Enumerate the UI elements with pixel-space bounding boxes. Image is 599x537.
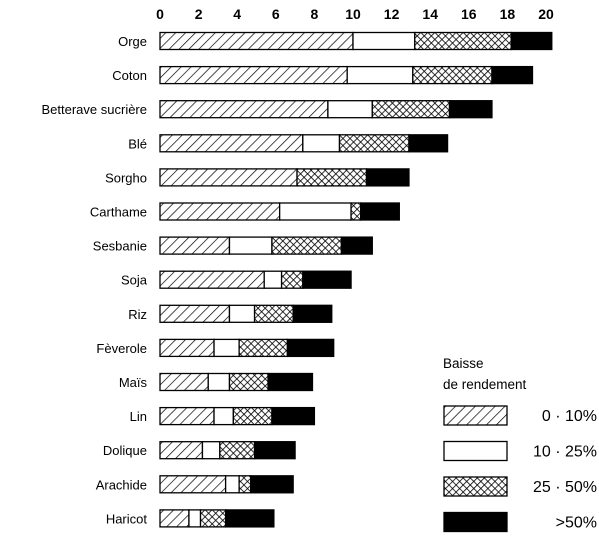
bar-segment <box>361 203 400 220</box>
legend-label: 25 · 50% <box>532 479 597 496</box>
bar-segment <box>160 339 214 356</box>
bar-segment <box>280 203 351 220</box>
bar-segment <box>160 408 214 425</box>
legend-swatch <box>444 513 507 532</box>
bar-segment <box>255 442 296 459</box>
bar-segment <box>413 67 492 84</box>
bar-segment <box>339 135 408 152</box>
category-label: Betterave sucrière <box>41 102 147 118</box>
bar-segment <box>160 374 208 391</box>
category-label: Carthame <box>89 204 147 220</box>
bar-segment <box>220 442 255 459</box>
bar-segment <box>255 305 294 322</box>
bar-segment <box>511 33 552 50</box>
category-label: Riz <box>128 306 147 322</box>
bar-segment <box>367 169 409 186</box>
x-tick-label: 10 <box>345 6 361 22</box>
bar-segment <box>160 305 229 322</box>
bar-segment <box>450 101 492 118</box>
bar-segment <box>351 203 361 220</box>
x-tick-label: 6 <box>271 6 280 22</box>
bar-segment <box>353 33 415 50</box>
bar-segment <box>160 442 202 459</box>
bar-segment <box>214 339 239 356</box>
category-label: Orge <box>118 34 147 49</box>
bar-segment <box>268 374 312 391</box>
bar-segment <box>233 408 272 425</box>
category-labels <box>42 34 148 526</box>
bar-segment <box>347 67 413 84</box>
legend-swatch <box>444 442 507 461</box>
bar-segment <box>202 442 219 459</box>
bar-segment <box>160 510 189 527</box>
x-tick-label: 12 <box>383 6 400 22</box>
category-label: Coton <box>112 68 147 84</box>
legend-label: >50% <box>555 514 597 532</box>
bar-segment <box>160 476 226 493</box>
bar-segment <box>272 237 341 254</box>
bar-segment <box>160 101 328 118</box>
x-tick-label: 4 <box>233 6 242 22</box>
bar-segment <box>297 169 366 186</box>
bar-segment <box>160 169 297 186</box>
bar-segment <box>189 510 201 527</box>
bar-segment <box>492 67 533 84</box>
legend-label: 0 · 10% <box>541 408 597 425</box>
x-tick-label: 0 <box>156 6 164 22</box>
x-tick-label: 20 <box>538 6 554 22</box>
bar-segment <box>226 510 274 527</box>
bar-segment <box>251 476 293 493</box>
bar-segment <box>160 203 280 220</box>
x-tick-label: 14 <box>422 6 438 22</box>
category-label: Maïs <box>118 375 147 390</box>
bar-segment <box>226 476 240 493</box>
legend <box>443 356 597 532</box>
x-tick-label: 16 <box>461 6 477 22</box>
bar-segment <box>264 271 281 288</box>
legend-swatch <box>444 477 507 496</box>
x-axis-tick-labels <box>156 6 554 22</box>
bar-segment <box>272 408 314 425</box>
legend-title-line-1: Baisse <box>443 356 484 371</box>
bar-segment <box>239 476 251 493</box>
bar-segment <box>303 271 351 288</box>
bar-segment <box>229 374 268 391</box>
bar-segment <box>239 339 287 356</box>
legend-label: 10 · 25% <box>532 443 597 461</box>
category-label: Soja <box>120 272 147 288</box>
bar-segment <box>160 135 303 152</box>
bar-segment <box>160 67 347 84</box>
bar-segment <box>341 237 372 254</box>
category-label: Sesbanie <box>92 238 147 254</box>
x-tick-label: 8 <box>310 6 319 22</box>
bar-segment <box>229 237 271 254</box>
bar-segment <box>415 33 512 50</box>
bar-segment <box>409 135 448 152</box>
bar-segment <box>160 237 229 254</box>
bar-segment <box>208 374 229 391</box>
bar-segment <box>293 305 332 322</box>
bar-segment <box>287 339 333 356</box>
category-label: Blé <box>128 136 147 152</box>
bar-segment <box>201 510 226 527</box>
bar-segment <box>229 305 254 322</box>
category-label: Haricot <box>105 511 147 527</box>
bar-segment <box>303 135 340 152</box>
bar-segment <box>282 271 303 288</box>
legend-title-line-2: de rendement <box>443 377 527 392</box>
x-tick-label: 18 <box>499 6 516 22</box>
x-tick-label: 2 <box>194 6 203 22</box>
bar-segment <box>160 33 353 50</box>
bar-segment <box>328 101 372 118</box>
bar-segment <box>160 271 264 288</box>
bar-segment <box>372 101 449 118</box>
bar-segment <box>214 408 233 425</box>
category-label: Lin <box>129 409 147 425</box>
category-label: Fèverole <box>96 340 147 356</box>
category-label: Sorgho <box>105 170 147 186</box>
category-label: Dolique <box>102 443 147 459</box>
legend-swatch <box>444 406 507 425</box>
category-label: Arachide <box>95 477 147 493</box>
